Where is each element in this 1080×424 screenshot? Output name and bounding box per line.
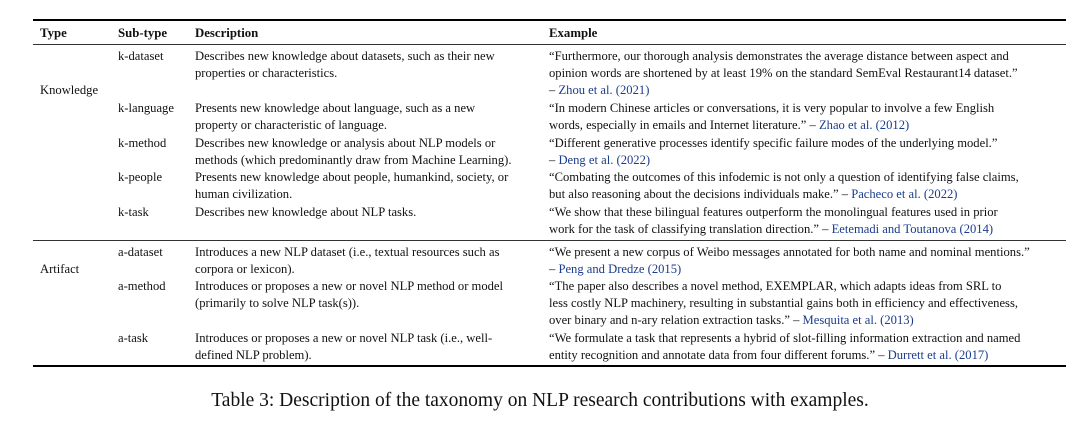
description-line: Describes new knowledge about NLP tasks. [195, 205, 417, 219]
description-line: Describes new knowledge about datasets, such as their new [195, 49, 495, 63]
example-line: “Combating the outcomes of this infodemic is not only a question of identifying false claims, [549, 170, 1019, 184]
citation-link[interactable]: Durrett et al. (2017) [887, 348, 989, 362]
citation-link[interactable]: Mesquita et al. (2013) [802, 313, 914, 327]
example-text: over binary and n-ary relation extraction tasks.” – [549, 313, 803, 327]
description-line: corpora or lexicon). [195, 262, 295, 276]
citation-link[interactable]: Zhou et al. (2021) [558, 83, 650, 97]
description-line: human civilization. [195, 187, 293, 201]
example-line: “Furthermore, our thorough analysis demonstrates the average distance between aspect and [549, 49, 1009, 63]
example-line [549, 261, 681, 278]
header-subtype: Sub-type [118, 26, 168, 40]
subtype-a-task: a-task [118, 331, 149, 345]
description-line: Introduces or proposes a new or novel NLP method or model [195, 279, 504, 293]
group-separator-rule [33, 240, 1066, 241]
example-line: less costly NLP machinery, resulting in substantial gains both in efficiency and effectiveness, [549, 296, 1019, 310]
description-line: methods (which predominantly draw from Machine Learning). [195, 153, 512, 167]
group-type-artifact: Artifact [40, 262, 80, 276]
description-line: properties or characteristics. [195, 66, 338, 80]
subtype-k-task: k-task [118, 205, 149, 219]
description-line: Describes new knowledge or analysis about NLP models or [195, 136, 496, 150]
citation-link[interactable]: Deng et al. (2022) [558, 153, 651, 167]
example-line: “We show that these bilingual features outperform the monolingual features used in prior [549, 205, 998, 219]
description-line: Presents new knowledge about people, humankind, society, or [195, 170, 509, 184]
example-text: entity recognition and annotate data from four different forums.” – [549, 348, 888, 362]
example-line: “We formulate a task that represents a hybrid of slot-filling information extraction and named [549, 331, 1021, 345]
example-line [549, 117, 909, 134]
description-line: Presents new knowledge about language, such as a new [195, 101, 476, 115]
subtype-a-method: a-method [118, 279, 166, 293]
example-text: – [549, 262, 559, 276]
example-line [549, 152, 650, 169]
citation-link[interactable]: Eetemadi and Toutanova (2014) [831, 222, 994, 236]
example-line [549, 221, 993, 238]
table-caption: Table 3: Description of the taxonomy on NLP research contributions with examples. [211, 390, 869, 411]
bottom-rule [33, 365, 1066, 367]
example-line: opinion words are shortened by at least 19% on the standard SemEval Restaurant14 dataset.” [549, 66, 1018, 80]
example-text: but also reasoning about the decisions individuals make.” – [549, 187, 852, 201]
example-line [549, 347, 988, 364]
header-type: Type [40, 26, 67, 40]
header-rule [33, 44, 1066, 45]
description-line: Introduces or proposes a new or novel NLP task (i.e., well- [195, 331, 493, 345]
group-type-knowledge: Knowledge [40, 83, 99, 97]
description-line: (primarily to solve NLP task(s)). [195, 296, 360, 310]
subtype-k-people: k-people [118, 170, 163, 184]
example-line [549, 82, 649, 99]
example-text: – [549, 83, 559, 97]
description-line: defined NLP problem). [195, 348, 312, 362]
header-example: Example [549, 26, 598, 40]
description-line: property or characteristic of language. [195, 118, 387, 132]
top-rule [33, 19, 1066, 21]
header-description: Description [195, 26, 259, 40]
citation-link[interactable]: Pacheco et al. (2022) [851, 187, 958, 201]
citation-link[interactable]: Zhao et al. (2012) [818, 118, 910, 132]
example-text: – [549, 153, 559, 167]
example-line [549, 186, 958, 203]
citation-link[interactable]: Peng and Dredze (2015) [558, 262, 682, 276]
subtype-k-language: k-language [118, 101, 174, 115]
example-line [549, 312, 914, 329]
example-line: “The paper also describes a novel method, EXEMPLAR, which adapts ideas from SRL to [549, 279, 1002, 293]
example-text: work for the task of classifying translation direction.” – [549, 222, 832, 236]
subtype-k-dataset: k-dataset [118, 49, 164, 63]
example-line: “We present a new corpus of Weibo messages annotated for both name and nominal mentions.” [549, 245, 1030, 259]
example-text: words, especially in emails and Internet literature.” – [549, 118, 819, 132]
description-line: Introduces a new NLP dataset (i.e., textual resources such as [195, 245, 500, 259]
subtype-a-dataset: a-dataset [118, 245, 163, 259]
example-line: “In modern Chinese articles or conversations, it is very popular to involve a few English [549, 101, 995, 115]
subtype-k-method: k-method [118, 136, 167, 150]
example-line: “Different generative processes identify specific failure modes of the underlying model.” [549, 136, 998, 150]
